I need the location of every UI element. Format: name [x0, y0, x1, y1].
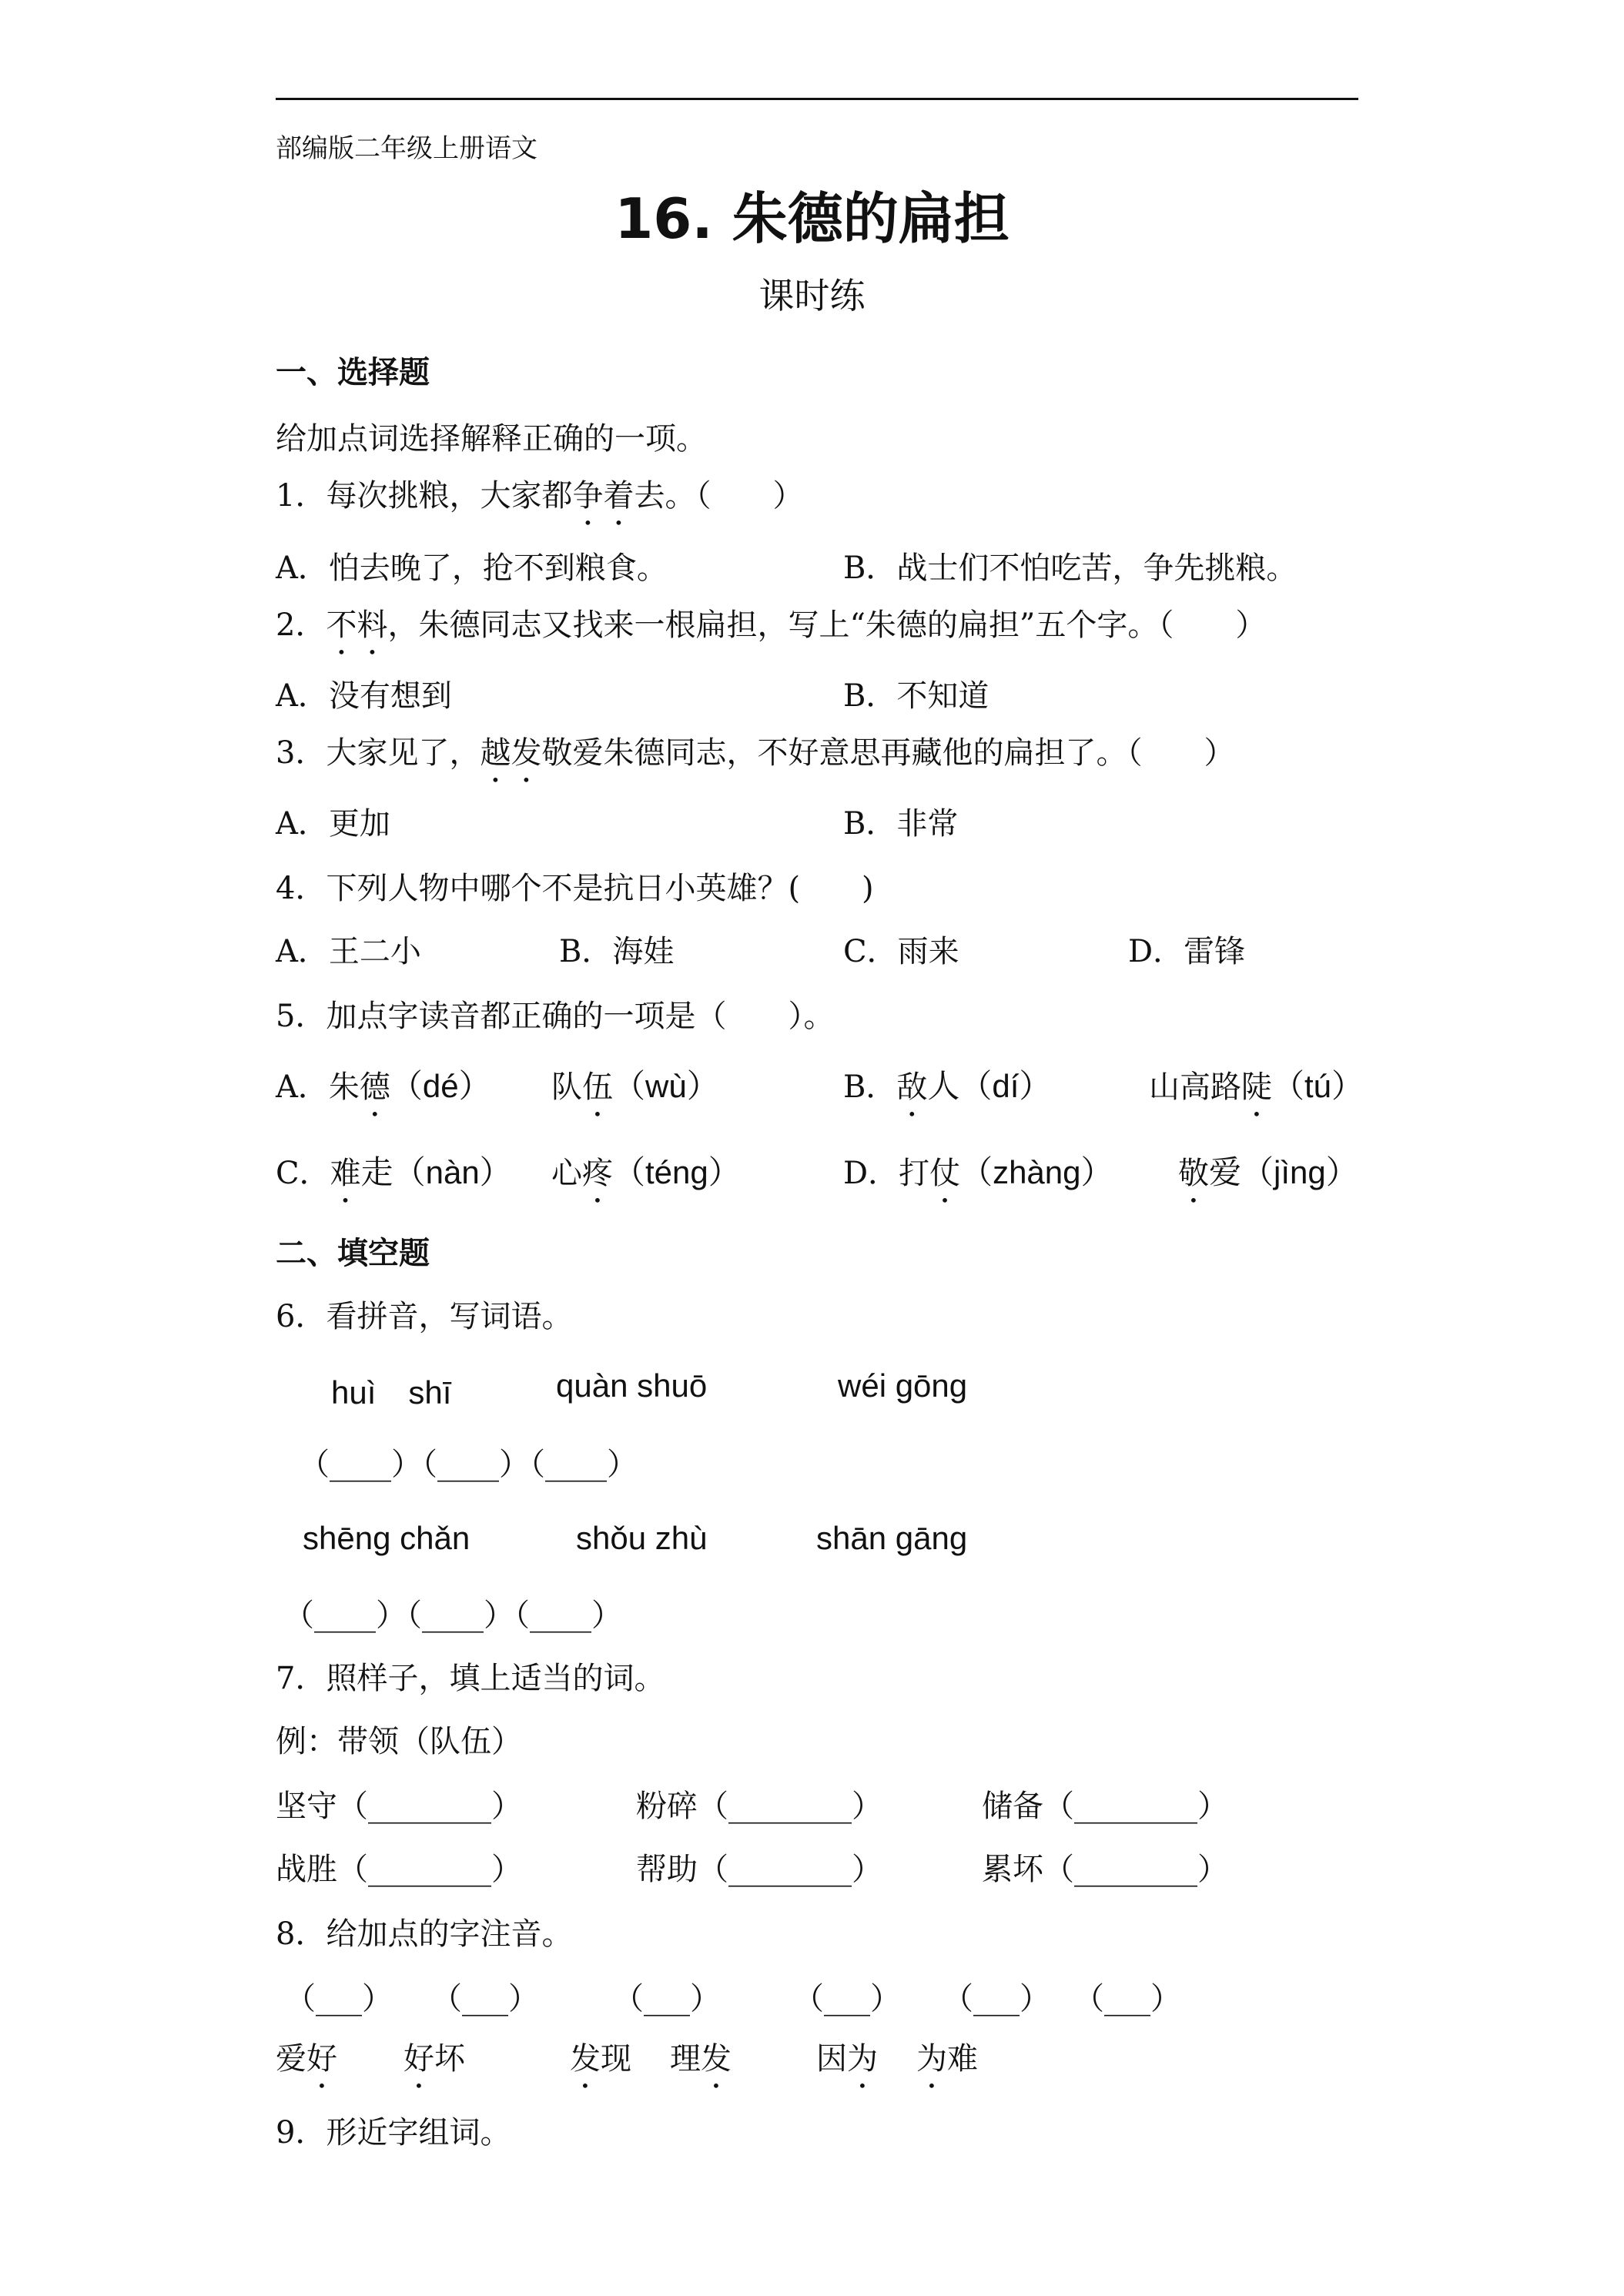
question-2-option-b: B．不知道: [843, 678, 989, 714]
question-4-option-c: C．雨来: [843, 934, 959, 969]
question-7-item[interactable]: 战胜（________）: [276, 1852, 522, 1887]
question-2: 2．不料，朱德同志又找来一根扁担，写上“朱德的扁担”五个字。（ ）: [276, 607, 1267, 643]
question-8-blank[interactable]: （___）: [285, 1981, 393, 2017]
question-8: 8．给加点的字注音。: [276, 1916, 573, 1952]
question-1: 1．每次挑粮，大家都争着去。（ ）: [276, 478, 804, 514]
question-8-blank[interactable]: （___）: [793, 1981, 901, 2017]
question-8-blank[interactable]: （___）: [431, 1981, 539, 2017]
question-4: 4．下列人物中哪个不是抗日小英雄？( ): [276, 871, 874, 906]
question-7-item[interactable]: 帮助（________）: [636, 1852, 882, 1887]
question-7-item[interactable]: 储备（________）: [982, 1789, 1228, 1824]
question-6-pinyin-6: shān gāng: [816, 1520, 968, 1556]
question-2-option-a: A．没有想到: [276, 678, 452, 714]
question-8-word-5: 因为: [816, 2041, 878, 2077]
question-3-option-b: B．非常: [843, 806, 959, 842]
question-6-pinyin-3: wéi gōng: [838, 1367, 968, 1404]
question-8-word-2: 好坏: [403, 2041, 465, 2077]
question-5-option-d1: D．打仗（zhàng）: [843, 1154, 1113, 1191]
question-6-pinyin-2: quàn shuō: [556, 1367, 708, 1404]
question-5-option-a1: A．朱德（dé）: [276, 1068, 491, 1105]
question-6-pinyin-5: shǒu zhù: [576, 1520, 708, 1556]
question-3: 3．大家见了，越发敬爱朱德同志，不好意思再藏他的扁担了。（ ）: [276, 735, 1235, 771]
question-5: 5．加点字读音都正确的一项是（ ）。: [276, 999, 835, 1034]
question-8-blank[interactable]: （___）: [1073, 1981, 1181, 2017]
question-7-item[interactable]: 坚守（________）: [276, 1789, 522, 1824]
question-1-option-b: B．战士们不怕吃苦，争先挑粮。: [843, 551, 1298, 586]
question-5-option-c2: 心疼（téng）: [551, 1154, 741, 1191]
question-8-blank[interactable]: （___）: [613, 1981, 721, 2017]
question-6-pinyin-4: shēng chǎn: [303, 1520, 470, 1556]
question-1-option-a: A．怕去晚了，抢不到粮食。: [276, 551, 668, 586]
header-text: 部编版二年级上册语文: [276, 133, 537, 164]
page-title: 16. 朱德的扁担: [614, 186, 1010, 251]
question-4-option-d: D．雷锋: [1128, 934, 1246, 969]
question-6-blanks-row-1[interactable]: （____）（____）（____）: [299, 1447, 638, 1482]
section-choice-title: 一、选择题: [276, 354, 430, 390]
question-7-item[interactable]: 粉碎（________）: [636, 1789, 882, 1824]
section-choice-intro: 给加点词选择解释正确的一项。: [276, 421, 707, 457]
question-6: 6．看拼音，写词语。: [276, 1299, 573, 1334]
question-7-item[interactable]: 累坏（________）: [982, 1852, 1228, 1887]
question-8-word-4: 理发: [670, 2041, 732, 2077]
section-fill-title: 二、填空题: [276, 1235, 430, 1271]
question-4-option-b: B．海娃: [559, 934, 675, 969]
question-9: 9．形近字组词。: [276, 2115, 511, 2150]
question-5-option-b2: 山高路陡（tú）: [1149, 1068, 1364, 1105]
question-5-option-a2: 队伍（wù）: [551, 1068, 719, 1105]
question-3-option-a: A．更加: [276, 806, 390, 842]
question-8-blank[interactable]: （___）: [943, 1981, 1050, 2017]
question-7-example: 例：带领（队伍）: [276, 1724, 522, 1759]
question-5-option-d2: 敬爱（jìng）: [1178, 1154, 1358, 1191]
page-subtitle: 课时练: [758, 275, 866, 316]
question-6-blanks-row-2[interactable]: （____）（____）（____）: [283, 1598, 622, 1633]
question-8-word-3: 发现: [570, 2041, 631, 2077]
question-8-word-1: 爱好: [276, 2041, 337, 2077]
header-rule: [276, 98, 1358, 100]
question-4-option-a: A．王二小: [276, 934, 421, 969]
question-5-option-b1: B．敌人（dí）: [843, 1068, 1052, 1105]
question-7: 7．照样子，填上适当的词。: [276, 1661, 665, 1696]
question-6-pinyin-1: huì shī: [331, 1374, 452, 1411]
question-5-option-c1: C．难走（nàn）: [276, 1154, 512, 1191]
question-8-word-6: 为难: [916, 2041, 978, 2077]
